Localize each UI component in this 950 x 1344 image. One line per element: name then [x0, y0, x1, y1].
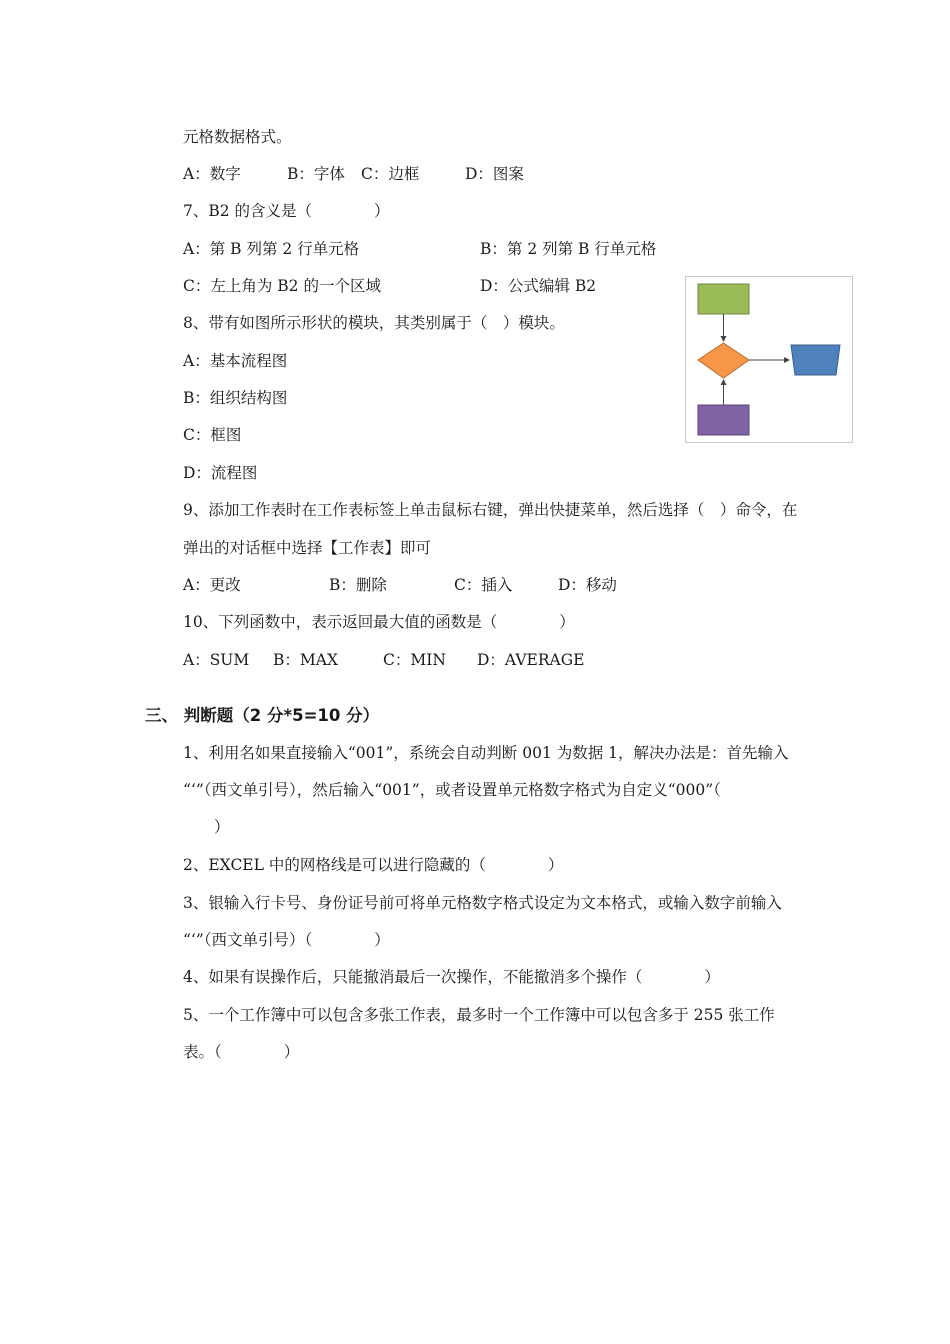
- trapezoid-shape: [791, 345, 840, 375]
- section-heading: 三、 判断题（2 分*5=10 分）: [145, 706, 380, 725]
- flowchart-diagram: [686, 277, 852, 442]
- q6-option-c: C：边框: [361, 165, 420, 183]
- q9-stem-line-2: 弹出的对话框中选择【工作表】即可: [183, 539, 432, 557]
- q7-stem: 7、B2 的含义是（ ）: [183, 202, 390, 220]
- judgment-line: ）: [183, 818, 230, 836]
- q10-option-c: C：MIN: [383, 651, 446, 669]
- q10-option-b: B：MAX: [273, 651, 338, 669]
- q10-stem: 10、下列函数中，表示返回最大值的函数是（ ）: [183, 613, 575, 631]
- q9-option-a: A：更改: [183, 576, 241, 594]
- q7-option-c: C：左上角为 B2 的一个区域: [183, 277, 381, 295]
- judgment-line: 表。（ ）: [183, 1043, 300, 1061]
- q8-option-a: A：基本流程图: [183, 352, 288, 370]
- decision-diamond-shape: [698, 343, 749, 378]
- q9-option-c: C：插入: [454, 576, 513, 594]
- judgment-line: 1、利用名如果直接输入“001”，系统会自动判断 001 为数据 1，解决办法是：首先输入: [183, 744, 789, 762]
- q6-option-b: B：字体: [287, 165, 345, 183]
- q10-option-a: A：SUM: [183, 651, 250, 669]
- q6-continuation: 元格数据格式。: [183, 128, 292, 146]
- q9-option-b: B：删除: [329, 576, 387, 594]
- bottom-rectangle-shape: [698, 405, 749, 435]
- top-rectangle-shape: [698, 284, 749, 314]
- q9-option-d: D：移动: [558, 576, 617, 594]
- flowchart-figure: [685, 276, 853, 443]
- q9-stem-line-1: 9、添加工作表时在工作表标签上单击鼠标右键，弹出快捷菜单，然后选择（ ）命令，在: [183, 501, 798, 519]
- q6-option-d: D：图案: [465, 165, 524, 183]
- q8-option-c: C：框图: [183, 426, 242, 444]
- q7-option-a: A：第 B 列第 2 行单元格: [183, 240, 360, 258]
- judgment-line: 5、一个工作簿中可以包含多张工作表，最多时一个工作簿中可以包含多于 255 张工作: [183, 1006, 775, 1024]
- judgment-line: 4、如果有误操作后，只能撤消最后一次操作，不能撤消多个操作（ ）: [183, 968, 720, 986]
- q8-stem: 8、带有如图所示形状的模块，其类别属于（ ）模块。: [183, 314, 565, 332]
- q8-option-d: D：流程图: [183, 464, 258, 482]
- q8-option-b: B：组织结构图: [183, 389, 288, 407]
- q7-option-d: D：公式编辑 B2: [480, 277, 597, 295]
- q10-option-d: D：AVERAGE: [477, 651, 585, 669]
- judgment-line: “‘”（西文单引号）（ ）: [183, 931, 390, 949]
- judgment-line: 3、银输入行卡号、身份证号前可将单元格数字格式设定为文本格式，或输入数字前输入: [183, 894, 782, 912]
- judgment-line: “‘”（西文单引号），然后输入“001”，或者设置单元格数字格式为自定义“000”（: [183, 781, 721, 799]
- q6-option-a: A：数字: [183, 165, 241, 183]
- judgment-line: 2、EXCEL 中的网格线是可以进行隐藏的（ ）: [183, 856, 564, 874]
- q7-option-b: B：第 2 列第 B 行单元格: [480, 240, 657, 258]
